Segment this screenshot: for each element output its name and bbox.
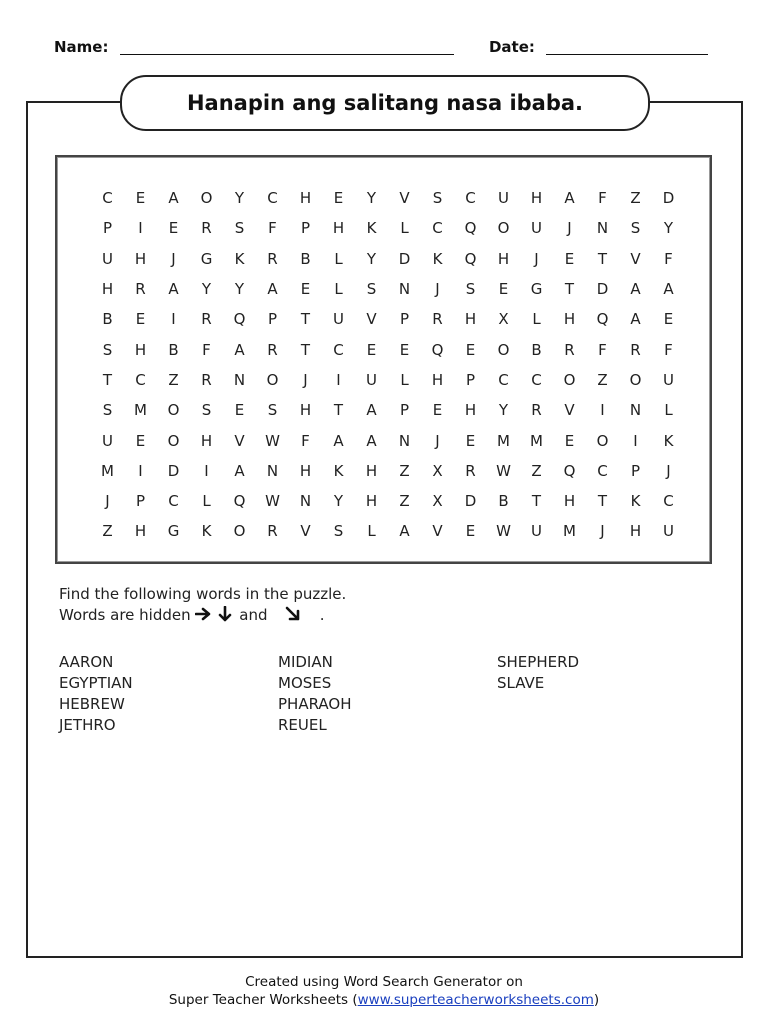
- grid-row: [91, 365, 685, 395]
- grid-letter[interactable]: Q: [464, 219, 477, 238]
- instructions-line-2: [59, 605, 346, 626]
- grid-letter[interactable]: C: [135, 370, 146, 389]
- grid-letter[interactable]: E: [333, 189, 344, 208]
- grid-letter[interactable]: N: [629, 401, 642, 420]
- word-item: JETHRO: [59, 716, 116, 734]
- grid-letter[interactable]: E: [498, 280, 509, 299]
- grid-letter[interactable]: C: [498, 370, 509, 389]
- grid-letter[interactable]: K: [234, 249, 245, 268]
- grid-letter[interactable]: H: [464, 401, 477, 420]
- grid-letter[interactable]: Z: [597, 370, 608, 389]
- grid-letter[interactable]: T: [597, 249, 608, 268]
- grid-letter[interactable]: K: [366, 219, 377, 238]
- grid-letter[interactable]: X: [432, 492, 443, 511]
- grid-letter[interactable]: D: [662, 189, 675, 208]
- page-title: Hanapin ang salitang nasa ibaba.: [186, 91, 584, 115]
- arrow-down-icon: [217, 605, 239, 625]
- grid-letter[interactable]: R: [465, 461, 476, 480]
- grid-letter[interactable]: E: [135, 431, 146, 450]
- grid-letter[interactable]: O: [497, 340, 510, 359]
- grid-letter[interactable]: C: [432, 219, 443, 238]
- grid-letter[interactable]: L: [367, 522, 376, 541]
- grid-letter[interactable]: V: [564, 401, 575, 420]
- grid-letter[interactable]: P: [399, 310, 410, 329]
- grid-letter[interactable]: X: [432, 461, 443, 480]
- grid-letter[interactable]: E: [465, 522, 476, 541]
- worksheet-header: [54, 38, 708, 56]
- grid-letter[interactable]: F: [301, 431, 310, 450]
- grid-letter[interactable]: V: [630, 249, 641, 268]
- grid-row: [91, 183, 685, 213]
- date-label: Date:: [488, 38, 535, 56]
- grid-letter[interactable]: K: [333, 461, 344, 480]
- grid-letter[interactable]: S: [201, 401, 212, 420]
- grid-letter[interactable]: K: [663, 431, 674, 450]
- grid-letter[interactable]: Q: [563, 461, 576, 480]
- grid-letter[interactable]: C: [267, 189, 278, 208]
- grid-letter[interactable]: O: [497, 219, 510, 238]
- grid-letter[interactable]: H: [365, 461, 378, 480]
- name-field-line[interactable]: [120, 40, 454, 55]
- grid-letter[interactable]: F: [598, 189, 607, 208]
- grid-letter[interactable]: T: [333, 401, 344, 420]
- grid-letter[interactable]: A: [168, 189, 179, 208]
- word-search-grid: [55, 155, 712, 564]
- grid-letter[interactable]: A: [366, 431, 377, 450]
- grid-letter[interactable]: Y: [366, 249, 377, 268]
- grid-letter[interactable]: P: [102, 219, 113, 238]
- grid-letter[interactable]: H: [332, 219, 345, 238]
- grid-letter[interactable]: R: [531, 401, 542, 420]
- grid-letter[interactable]: K: [201, 522, 212, 541]
- grid-letter[interactable]: E: [135, 189, 146, 208]
- grid-letter[interactable]: P: [267, 310, 278, 329]
- grid-letter[interactable]: U: [498, 189, 509, 208]
- grid-letter[interactable]: J: [105, 492, 110, 511]
- grid-letter[interactable]: N: [398, 431, 411, 450]
- grid-letter[interactable]: D: [596, 280, 609, 299]
- grid-letter[interactable]: H: [134, 522, 147, 541]
- grid-letter[interactable]: H: [134, 249, 147, 268]
- grid-letter[interactable]: G: [530, 280, 543, 299]
- word-item: REUEL: [278, 716, 327, 734]
- grid-letter[interactable]: H: [464, 310, 477, 329]
- grid-letter[interactable]: E: [234, 401, 245, 420]
- grid-letter[interactable]: P: [630, 461, 641, 480]
- grid-letter[interactable]: U: [663, 522, 674, 541]
- word-item: MIDIAN: [278, 653, 333, 671]
- grid-letter[interactable]: E: [432, 401, 443, 420]
- grid-letter[interactable]: C: [597, 461, 608, 480]
- grid-letter[interactable]: H: [101, 280, 114, 299]
- grid-letter[interactable]: Y: [333, 492, 344, 511]
- grid-letter[interactable]: H: [563, 310, 576, 329]
- grid-letter[interactable]: F: [664, 249, 673, 268]
- grid-letter[interactable]: V: [366, 310, 377, 329]
- grid-letter[interactable]: C: [333, 340, 344, 359]
- grid-letter[interactable]: N: [233, 370, 246, 389]
- grid-letter[interactable]: V: [432, 522, 443, 541]
- grid-letter[interactable]: C: [465, 189, 476, 208]
- grid-letter[interactable]: A: [630, 280, 641, 299]
- footer: [0, 973, 768, 1009]
- grid-letter[interactable]: O: [266, 370, 279, 389]
- grid-letter[interactable]: R: [201, 370, 212, 389]
- grid-letter[interactable]: A: [267, 280, 278, 299]
- name-label: Name:: [54, 38, 109, 56]
- title-banner: [120, 75, 650, 131]
- grid-letter[interactable]: L: [400, 219, 409, 238]
- footer-suffix: ): [593, 992, 600, 1008]
- grid-letter[interactable]: J: [567, 219, 572, 238]
- grid-letter[interactable]: A: [366, 401, 377, 420]
- grid-letter[interactable]: E: [465, 431, 476, 450]
- word-column-3: [497, 652, 716, 736]
- word-column-1: [59, 652, 278, 736]
- grid-letter[interactable]: W: [265, 492, 280, 511]
- word-item: EGYPTIAN: [59, 674, 133, 692]
- grid-letter[interactable]: Q: [596, 310, 609, 329]
- grid-letter[interactable]: B: [300, 249, 311, 268]
- grid-letter[interactable]: S: [102, 340, 113, 359]
- grid-letter[interactable]: W: [265, 431, 280, 450]
- grid-letter[interactable]: I: [204, 461, 209, 480]
- word-item: AARON: [59, 653, 114, 671]
- grid-letter[interactable]: R: [432, 310, 443, 329]
- grid-row: [91, 425, 685, 455]
- grid-letter[interactable]: S: [102, 401, 113, 420]
- grid-letter[interactable]: L: [664, 401, 673, 420]
- grid-letter[interactable]: E: [135, 310, 146, 329]
- grid-letter[interactable]: J: [171, 249, 176, 268]
- grid-row: [91, 486, 685, 516]
- grid-letter[interactable]: A: [168, 280, 179, 299]
- grid-letter[interactable]: I: [633, 431, 638, 450]
- grid-letter[interactable]: O: [167, 431, 180, 450]
- instructions-line-1: Find the following words in the puzzle.: [59, 585, 347, 603]
- grid-letter[interactable]: S: [366, 280, 377, 299]
- grid-letter[interactable]: N: [398, 280, 411, 299]
- grid-letter[interactable]: A: [234, 461, 245, 480]
- footer-prefix: Super Teacher Worksheets (: [168, 992, 358, 1008]
- grid-letter[interactable]: C: [102, 189, 113, 208]
- grid-letter[interactable]: B: [102, 310, 113, 329]
- grid-letter[interactable]: Q: [233, 310, 246, 329]
- grid-letter[interactable]: O: [233, 522, 246, 541]
- grid-letter[interactable]: Y: [234, 189, 245, 208]
- grid-letter[interactable]: X: [498, 310, 509, 329]
- grid-letter[interactable]: M: [497, 431, 510, 450]
- word-item: PHARAOH: [278, 695, 352, 713]
- grid-letter[interactable]: D: [398, 249, 411, 268]
- grid-letter[interactable]: P: [300, 219, 311, 238]
- grid-letter[interactable]: H: [563, 492, 576, 511]
- grid-letter[interactable]: J: [600, 522, 605, 541]
- grid-letter[interactable]: G: [200, 249, 213, 268]
- grid-letter[interactable]: L: [202, 492, 211, 511]
- grid-letter[interactable]: Y: [234, 280, 245, 299]
- word-list: [59, 652, 716, 736]
- grid-letter[interactable]: R: [201, 219, 212, 238]
- grid-letter[interactable]: D: [167, 461, 180, 480]
- word-item: HEBREW: [59, 695, 125, 713]
- grid-letter[interactable]: O: [200, 189, 213, 208]
- grid-letter[interactable]: T: [564, 280, 575, 299]
- grid-letter[interactable]: B: [498, 492, 509, 511]
- grid-letter[interactable]: S: [432, 189, 443, 208]
- grid-letter[interactable]: U: [333, 310, 344, 329]
- grid-letter[interactable]: C: [531, 370, 542, 389]
- grid-row: [91, 456, 685, 486]
- grid-letter[interactable]: E: [366, 340, 377, 359]
- grid-letter[interactable]: P: [135, 492, 146, 511]
- grid-letter[interactable]: H: [497, 249, 510, 268]
- grid-letter[interactable]: A: [564, 189, 575, 208]
- grid-letter[interactable]: S: [465, 280, 476, 299]
- grid-letter[interactable]: L: [334, 280, 343, 299]
- grid-letter[interactable]: P: [399, 401, 410, 420]
- date-field-line[interactable]: [546, 40, 708, 55]
- grid-letter[interactable]: T: [102, 370, 113, 389]
- grid-letter[interactable]: H: [530, 189, 543, 208]
- grid-letter[interactable]: Q: [431, 340, 444, 359]
- grid-letter[interactable]: J: [666, 461, 671, 480]
- grid-letter[interactable]: M: [530, 431, 543, 450]
- grid-letter[interactable]: E: [663, 310, 674, 329]
- grid-letter[interactable]: U: [102, 431, 113, 450]
- grid-letter[interactable]: W: [496, 461, 511, 480]
- instructions-and: and: [239, 606, 268, 624]
- grid-letter[interactable]: I: [138, 219, 143, 238]
- grid-letter[interactable]: H: [299, 189, 312, 208]
- grid-letter[interactable]: Z: [399, 492, 410, 511]
- grid-letter[interactable]: G: [167, 522, 180, 541]
- grid-letter[interactable]: Z: [168, 370, 179, 389]
- grid-letter[interactable]: B: [531, 340, 542, 359]
- grid-letter[interactable]: M: [134, 401, 147, 420]
- grid-letter[interactable]: R: [267, 522, 278, 541]
- grid-letter[interactable]: F: [598, 340, 607, 359]
- grid-letter[interactable]: S: [234, 219, 245, 238]
- grid-letter[interactable]: T: [300, 340, 311, 359]
- word-item: SHEPHERD: [497, 653, 580, 671]
- grid-letter[interactable]: D: [464, 492, 477, 511]
- frame-top-border-right: [650, 101, 743, 103]
- grid-letter[interactable]: H: [431, 370, 444, 389]
- grid-letter[interactable]: H: [365, 492, 378, 511]
- grid-letter[interactable]: U: [102, 249, 113, 268]
- grid-letter[interactable]: Z: [531, 461, 542, 480]
- grid-letter[interactable]: Y: [663, 219, 674, 238]
- grid-letter[interactable]: L: [400, 370, 409, 389]
- grid-letter[interactable]: U: [531, 219, 542, 238]
- grid-letter[interactable]: C: [168, 492, 179, 511]
- instructions: [59, 584, 346, 626]
- grid-letter[interactable]: R: [267, 249, 278, 268]
- arrow-diagonal-down-right-icon: [285, 605, 307, 625]
- grid-letter[interactable]: R: [201, 310, 212, 329]
- grid-letter[interactable]: U: [531, 522, 542, 541]
- grid-letter[interactable]: H: [200, 431, 213, 450]
- arrow-right-icon: [195, 605, 217, 625]
- grid-row: [91, 304, 685, 334]
- grid-letter[interactable]: S: [267, 401, 278, 420]
- grid-letter[interactable]: O: [563, 370, 576, 389]
- grid-letter[interactable]: R: [564, 340, 575, 359]
- grid-letter[interactable]: H: [134, 340, 147, 359]
- grid-letter[interactable]: L: [532, 310, 541, 329]
- grid-letter[interactable]: A: [630, 310, 641, 329]
- grid-letter[interactable]: E: [399, 340, 410, 359]
- grid-row: [91, 244, 685, 274]
- grid-letter[interactable]: P: [465, 370, 476, 389]
- grid-letter[interactable]: Y: [498, 401, 509, 420]
- grid-letter[interactable]: T: [531, 492, 542, 511]
- grid-letter[interactable]: E: [564, 249, 575, 268]
- grid-letter[interactable]: F: [268, 219, 277, 238]
- grid-letter[interactable]: H: [299, 401, 312, 420]
- grid-letter[interactable]: S: [333, 522, 344, 541]
- grid-letter[interactable]: K: [432, 249, 443, 268]
- grid-letter[interactable]: S: [630, 219, 641, 238]
- grid-letter[interactable]: B: [168, 340, 179, 359]
- grid-row: [91, 274, 685, 304]
- grid-row: [91, 334, 685, 364]
- word-column-2: [278, 652, 497, 736]
- grid-letter[interactable]: V: [234, 431, 245, 450]
- instructions-prefix: Words are hidden: [59, 606, 191, 624]
- grid-letter[interactable]: E: [300, 280, 311, 299]
- grid-letter[interactable]: Z: [102, 522, 113, 541]
- grid-letter[interactable]: Y: [201, 280, 212, 299]
- grid-letter[interactable]: M: [101, 461, 114, 480]
- grid-letter[interactable]: I: [336, 370, 341, 389]
- grid-letter[interactable]: O: [596, 431, 609, 450]
- grid-letter[interactable]: H: [299, 461, 312, 480]
- grid-letter[interactable]: U: [366, 370, 377, 389]
- grid-letter[interactable]: R: [267, 340, 278, 359]
- grid-letter[interactable]: A: [234, 340, 245, 359]
- word-item: MOSES: [278, 674, 332, 692]
- grid-letter[interactable]: J: [303, 370, 308, 389]
- instructions-period: .: [319, 606, 325, 624]
- grid-row: [91, 395, 685, 425]
- footer-line-2: [0, 991, 768, 1009]
- grid-letter[interactable]: W: [496, 522, 511, 541]
- grid-letter[interactable]: U: [663, 370, 674, 389]
- grid-letter[interactable]: I: [600, 401, 605, 420]
- grid-letter[interactable]: V: [300, 522, 311, 541]
- grid-letter[interactable]: J: [435, 280, 440, 299]
- footer-line-1: Created using Word Search Generator on: [245, 974, 523, 990]
- grid-letter[interactable]: F: [664, 340, 673, 359]
- grid-letter[interactable]: E: [564, 431, 575, 450]
- frame-top-border-left: [26, 101, 122, 103]
- grid-letter[interactable]: L: [334, 249, 343, 268]
- grid-letter[interactable]: M: [563, 522, 576, 541]
- grid-letter[interactable]: H: [629, 522, 642, 541]
- grid-row: [91, 516, 685, 546]
- grid-letter[interactable]: N: [266, 461, 279, 480]
- grid-letter[interactable]: Q: [464, 249, 477, 268]
- grid-letter[interactable]: T: [300, 310, 311, 329]
- grid-letter[interactable]: J: [435, 431, 440, 450]
- grid-letter[interactable]: T: [597, 492, 608, 511]
- grid-letter[interactable]: F: [202, 340, 211, 359]
- grid-letter[interactable]: R: [630, 340, 641, 359]
- grid-letter[interactable]: Z: [399, 461, 410, 480]
- grid-letter[interactable]: A: [333, 431, 344, 450]
- grid-letter[interactable]: C: [663, 492, 674, 511]
- grid-letter[interactable]: E: [168, 219, 179, 238]
- grid-letter[interactable]: A: [663, 280, 674, 299]
- grid-letter[interactable]: O: [629, 370, 642, 389]
- grid-letter[interactable]: N: [299, 492, 312, 511]
- footer-link[interactable]: www.superteacherworksheets.com: [357, 992, 594, 1008]
- letter-grid: [91, 183, 685, 547]
- grid-letter[interactable]: Z: [630, 189, 641, 208]
- word-item: SLAVE: [497, 674, 545, 692]
- grid-letter[interactable]: K: [630, 492, 641, 511]
- grid-letter[interactable]: I: [171, 310, 176, 329]
- grid-letter[interactable]: Q: [233, 492, 246, 511]
- grid-letter[interactable]: E: [465, 340, 476, 359]
- grid-letter[interactable]: I: [138, 461, 143, 480]
- grid-letter[interactable]: N: [596, 219, 609, 238]
- grid-letter[interactable]: J: [534, 249, 539, 268]
- grid-row: [91, 213, 685, 243]
- grid-letter[interactable]: R: [135, 280, 146, 299]
- grid-letter[interactable]: O: [167, 401, 180, 420]
- grid-letter[interactable]: A: [399, 522, 410, 541]
- grid-letter[interactable]: V: [399, 189, 410, 208]
- grid-letter[interactable]: Y: [366, 189, 377, 208]
